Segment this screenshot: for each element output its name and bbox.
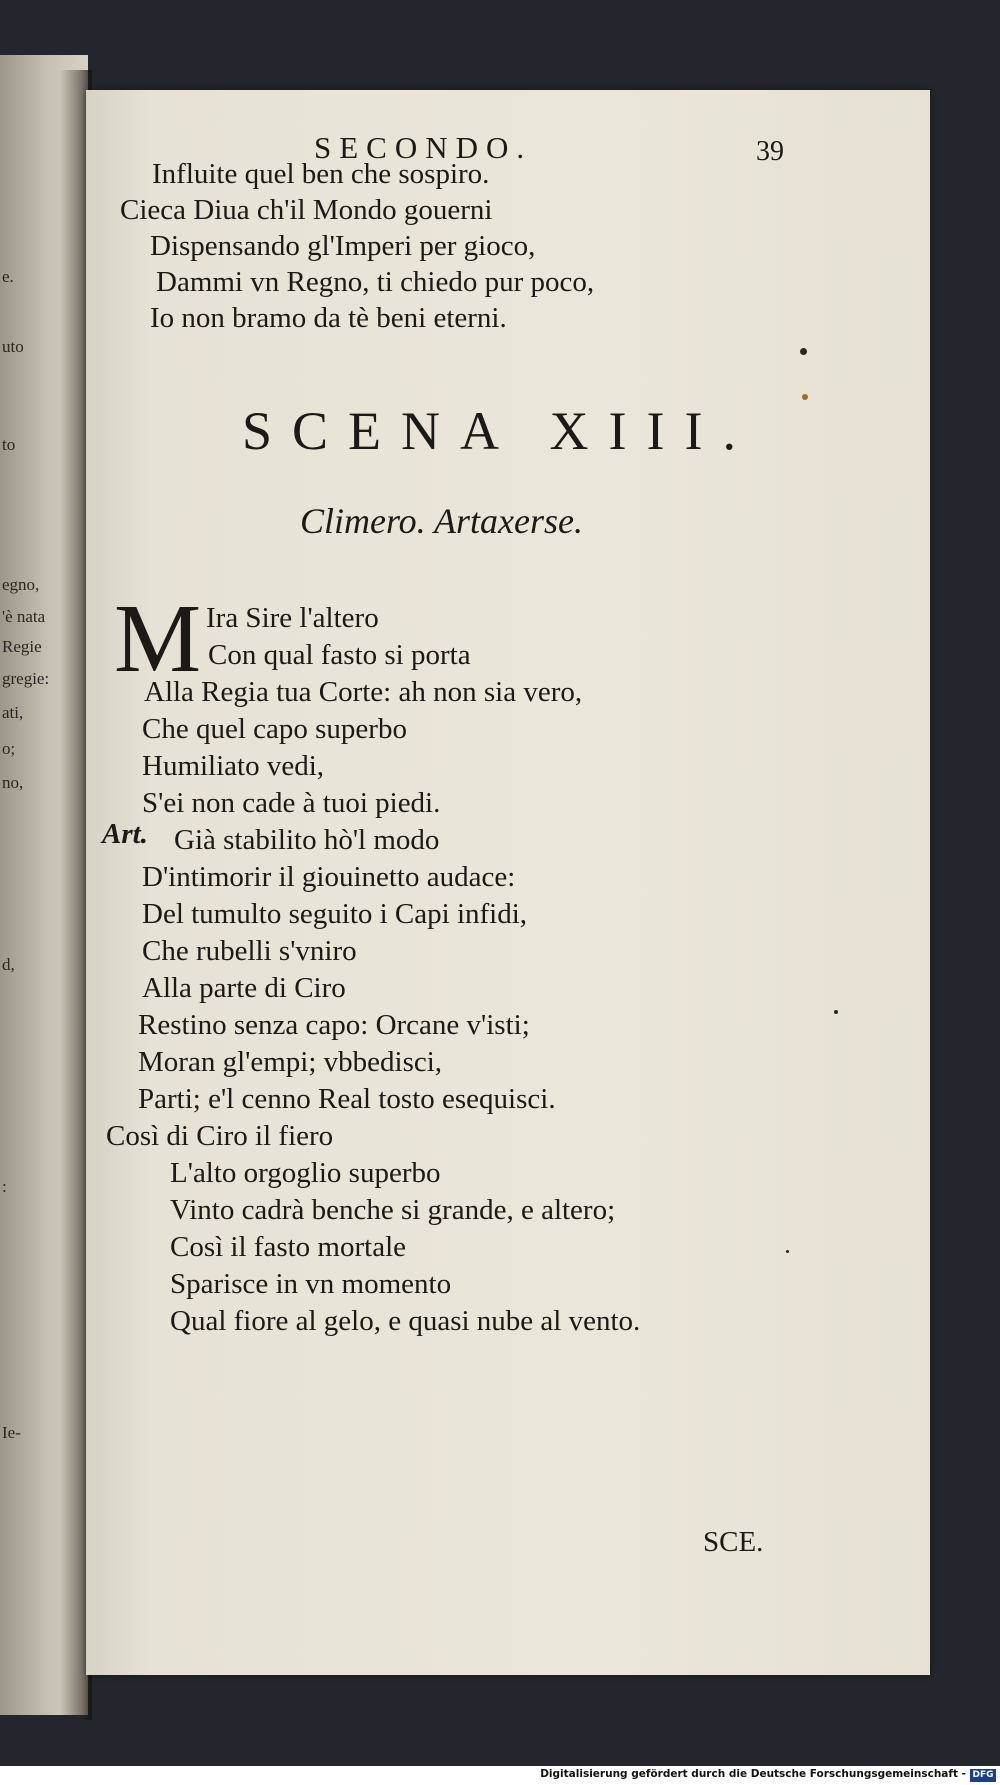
- book-page: [86, 90, 930, 1675]
- page-number: 39: [756, 136, 784, 167]
- verse-line: Ira Sire l'altero: [206, 602, 379, 634]
- previous-page-fragment: uto: [2, 337, 24, 356]
- running-head: SECONDO.: [314, 130, 533, 165]
- previous-page-fragment: d,: [2, 955, 15, 974]
- previous-page-fragment: ati,: [2, 703, 24, 722]
- previous-page-fragment: egno,: [2, 575, 40, 594]
- verse-line: Influite quel ben che sospiro.: [152, 158, 490, 190]
- verse-line: Alla Regia tua Corte: ah non sia vero,: [144, 676, 583, 708]
- previous-page-fragment: Regie: [2, 637, 42, 656]
- catchword: SCE.: [703, 1526, 764, 1558]
- ink-speck: [834, 1010, 838, 1014]
- previous-page-fragment: no,: [2, 773, 24, 792]
- verse-line: Vinto cadrà benche si grande, e altero;: [170, 1194, 616, 1226]
- previous-page-fragment: o;: [2, 739, 16, 758]
- verse-line: Humiliato vedi,: [142, 750, 325, 782]
- ink-speck: [802, 394, 808, 400]
- digitization-footer: [0, 1766, 1000, 1785]
- scene-characters: Climero. Artaxerse.: [300, 501, 583, 541]
- verse-line: Così di Ciro il fiero: [106, 1120, 334, 1152]
- verse-line: Io non bramo da tè beni eterni.: [150, 302, 507, 334]
- previous-page-fragment: to: [2, 435, 16, 454]
- verse-line: Già stabilito hò'l modo: [174, 824, 440, 856]
- verse-line: Restino senza capo: Orcane v'isti;: [138, 1009, 530, 1041]
- previous-page-fragment: gregie:: [2, 669, 50, 688]
- verse-line: D'intimorir il giouinetto audace:: [142, 861, 516, 893]
- verse-line: Parti; e'l cenno Real tosto esequisci.: [138, 1083, 556, 1115]
- verse-line: Dammi vn Regno, ti chiedo pur poco,: [156, 266, 595, 298]
- ink-speck: [800, 348, 807, 355]
- previous-page-fragment: 'è nata: [2, 607, 46, 626]
- verse-line: Sparisce in vn momento: [170, 1268, 452, 1300]
- ink-speck: [786, 1250, 789, 1253]
- footer-credit-text: Digitalisierung gefördert durch die Deutsche Forschungsgemeinschaft -: [540, 1768, 966, 1780]
- verse-line: Del tumulto seguito i Capi infidi,: [142, 898, 528, 930]
- scene-title: SCENA XIII.: [242, 401, 756, 461]
- dfg-logo: DFG: [970, 1769, 996, 1782]
- verse-line: Cieca Diua ch'il Mondo gouerni: [120, 194, 493, 226]
- verse-line: Dispensando gl'Imperi per gioco,: [150, 230, 536, 262]
- drop-cap-initial: M: [114, 585, 202, 693]
- speaker-label: Art.: [102, 818, 148, 850]
- previous-page-fragment: e.: [2, 267, 14, 286]
- page-content: [86, 90, 930, 1675]
- verse-line: Qual fiore al gelo, e quasi nube al vento.: [170, 1305, 641, 1337]
- verse-line: L'alto orgoglio superbo: [170, 1157, 441, 1189]
- previous-page-fragment: Ie-: [2, 1423, 21, 1442]
- verse-line: Moran gl'empi; vbbedisci,: [138, 1046, 443, 1078]
- verse-line: Che quel capo superbo: [142, 713, 407, 745]
- verse-line: Alla parte di Ciro: [142, 972, 346, 1004]
- previous-page-fragment: :: [2, 1177, 7, 1196]
- verse-line: S'ei non cade à tuoi piedi.: [142, 787, 441, 819]
- verse-line: Con qual fasto si porta: [208, 639, 471, 671]
- verse-line: Che rubelli s'vniro: [142, 935, 357, 967]
- verse-line: Così il fasto mortale: [170, 1231, 406, 1263]
